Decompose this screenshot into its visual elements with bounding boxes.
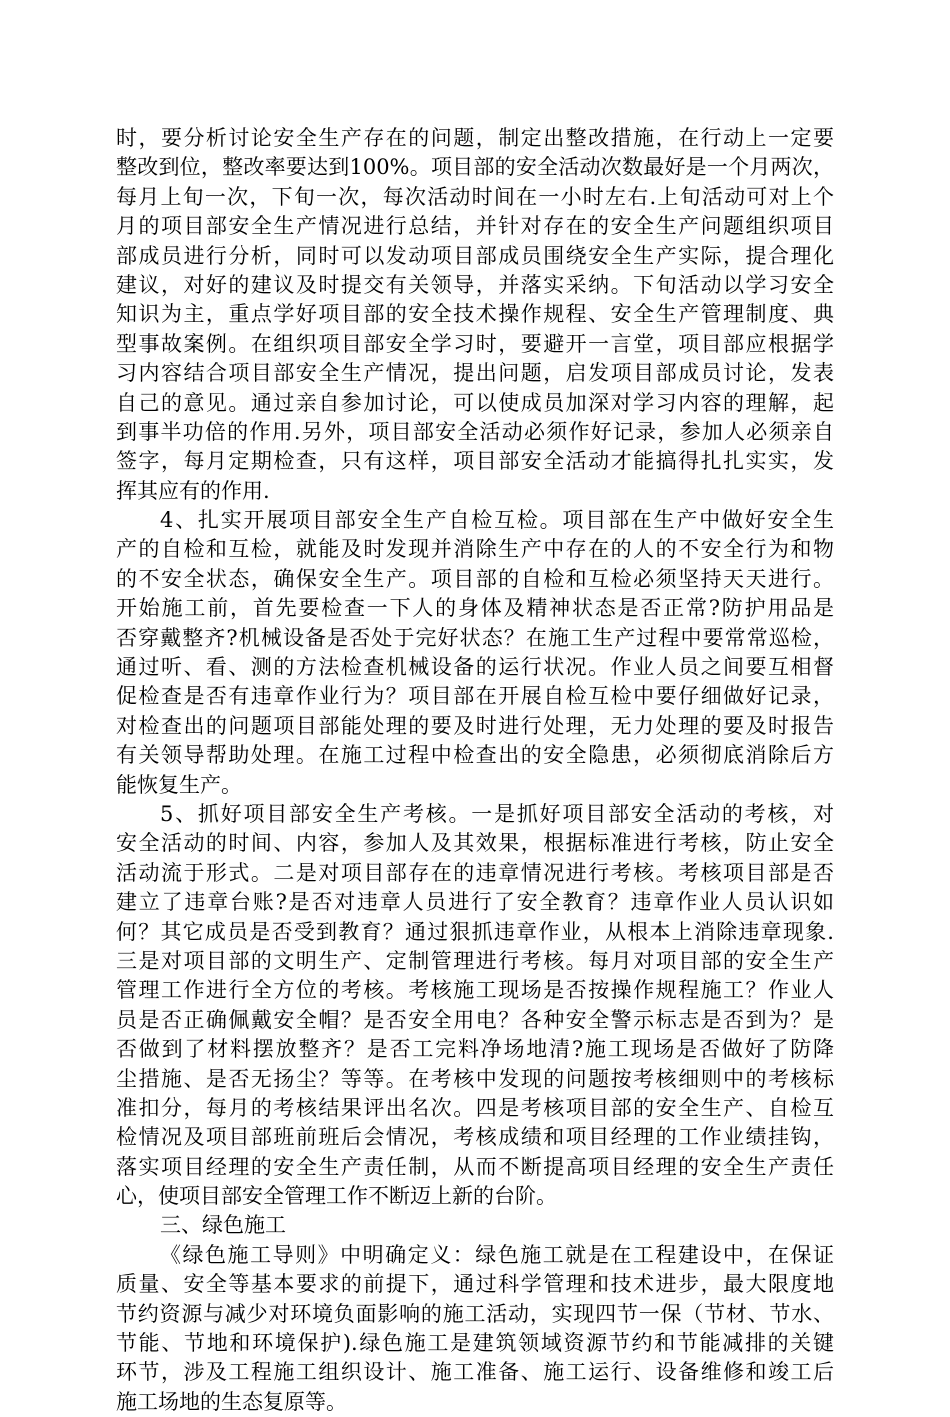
text-line: 挥其应有的作用. xyxy=(116,478,270,503)
text-line: 否做到了材料摆放整齐？是否工完料净场地清?施工现场是否做好了防降 xyxy=(116,1037,834,1062)
text-line: 否穿戴整齐?机械设备是否处于完好状态？在施工生产过程中要常常巡检， xyxy=(116,625,834,650)
text-line: 知识为主，重点学好项目部的安全技术操作规程、安全生产管理制度、典 xyxy=(116,302,834,327)
text-line: 管理工作进行全方位的考核。考核施工现场是否按操作规程施工？作业人 xyxy=(116,978,834,1003)
text-line: 节能、节地和环境保护).绿色施工是建筑领域资源节约和节能减排的关键 xyxy=(116,1331,834,1356)
text-line: 能恢复生产。 xyxy=(116,772,242,797)
text-line: 质量、安全等基本要求的前提下，通过科学管理和技术进步，最大限度地 xyxy=(116,1272,834,1297)
text-line: 每月上旬一次，下旬一次，每次活动时间在一小时左右.上旬活动可对上个 xyxy=(116,184,834,209)
text-line: 尘措施、是否无扬尘？等等。在考核中发现的问题按考核细则中的考核标 xyxy=(116,1066,834,1091)
text-line: 建议，对好的建议及时提交有关领导，并落实采纳。下旬活动以学习安全 xyxy=(116,272,834,297)
text-line: 何？其它成员是否受到教育？通过狠抓违章作业，从根本上消除违章现象. xyxy=(116,919,834,944)
text-line: 有关领导帮助处理。在施工过程中检查出的安全隐患，必须彻底消除后方 xyxy=(116,743,834,768)
text-line: 整改到位，整改率要达到100%。项目部的安全活动次数最好是一个月两次， xyxy=(116,155,834,180)
text-line: 对检查出的问题项目部能处理的要及时进行处理，无力处理的要及时报告 xyxy=(116,713,834,738)
text-line: 签字，每月定期检查，只有这样，项目部安全活动才能搞得扎扎实实，发 xyxy=(116,449,834,474)
text-line: 安全活动的时间、内容，参加人及其效果，根据标准进行考核，防止安全 xyxy=(116,831,834,856)
text-line: 施工场地的生态复原等。 xyxy=(116,1389,347,1414)
text-line: 月的项目部安全生产情况进行总结，并针对存在的安全生产问题组织项目 xyxy=(116,214,834,239)
paragraph-green-construction xyxy=(116,1241,834,1417)
text-line: 员是否正确佩戴安全帽？是否安全用电？各种安全警示标志是否到为？是 xyxy=(116,1007,834,1032)
text-line: 4、扎实开展项目部安全生产自检互检。项目部在生产中做好安全生 xyxy=(160,508,834,533)
heading-text: 三、绿色施工 xyxy=(160,1213,286,1238)
text-line: 型事故案例。在组织项目部安全学习时，要避开一言堂，项目部应根据学 xyxy=(116,331,834,356)
text-line: 习内容结合项目部安全生产情况，提出问题，启发项目部成员讨论，发表 xyxy=(116,361,834,386)
text-line: 检情况及项目部班前班后会情况，考核成绩和项目经理的工作业绩挂钩， xyxy=(116,1125,834,1150)
text-line: 部成员进行分析，同时可以发动项目部成员围绕安全生产实际，提合理化 xyxy=(116,243,834,268)
text-line: 促检查是否有违章作业行为？项目部在开展自检互检中要仔细做好记录， xyxy=(116,684,834,709)
text-line: 落实项目经理的安全生产责任制，从而不断提高项目经理的安全生产责任 xyxy=(116,1154,834,1179)
text-line: 到事半功倍的作用.另外，项目部安全活动必须作好记录，参加人必须亲自 xyxy=(116,419,834,444)
text-line: 《绿色施工导则》中明确定义：绿色施工就是在工程建设中，在保证 xyxy=(160,1242,834,1267)
paragraph-activities xyxy=(116,124,834,506)
text-line: 建立了违章台账?是否对违章人员进行了安全教育？违章作业人员认识如 xyxy=(116,890,834,915)
text-line: 环节，涉及工程施工组织设计、施工准备、施工运行、设备维修和竣工后 xyxy=(116,1360,834,1385)
text-line: 准扣分，每月的考核结果评出名次。四是考核项目部的安全生产、自检互 xyxy=(116,1095,834,1120)
text-line: 自己的意见。通过亲自参加讨论，可以使成员加深对学习内容的理解，起 xyxy=(116,390,834,415)
paragraph-self-inspection xyxy=(116,506,834,800)
text-line: 通过听、看、测的方法检查机械设备的运行状况。作业人员之间要互相督 xyxy=(116,655,834,680)
text-line: 的不安全状态，确保安全生产。项目部的自检和互检必须坚持天天进行。 xyxy=(116,566,834,591)
text-line: 时，要分析讨论安全生产存在的问题，制定出整改措施，在行动上一定要 xyxy=(116,126,834,150)
text-line: 产的自检和互检，就能及时发现并消除生产中存在的人的不安全行为和物 xyxy=(116,537,834,562)
text-line: 心，使项目部安全管理工作不断迈上新的台阶。 xyxy=(116,1184,557,1209)
text-line: 5、抓好项目部安全生产考核。一是抓好项目部安全活动的考核，对 xyxy=(160,801,834,826)
text-line: 节约资源与减少对环境负面影响的施工活动，实现四节一保（节材、节水、 xyxy=(116,1301,834,1326)
section-heading xyxy=(116,1211,834,1240)
document-body xyxy=(116,124,834,1417)
text-line: 活动流于形式。二是对项目部存在的违章情况进行考核。考核项目部是否 xyxy=(116,860,834,885)
text-line: 开始施工前，首先要检查一下人的身体及精神状态是否正常?防护用品是 xyxy=(116,596,834,621)
text-line: 三是对项目部的文明生产、定制管理进行考核。每月对项目部的安全生产 xyxy=(116,948,834,973)
paragraph-assessment xyxy=(116,800,834,1211)
